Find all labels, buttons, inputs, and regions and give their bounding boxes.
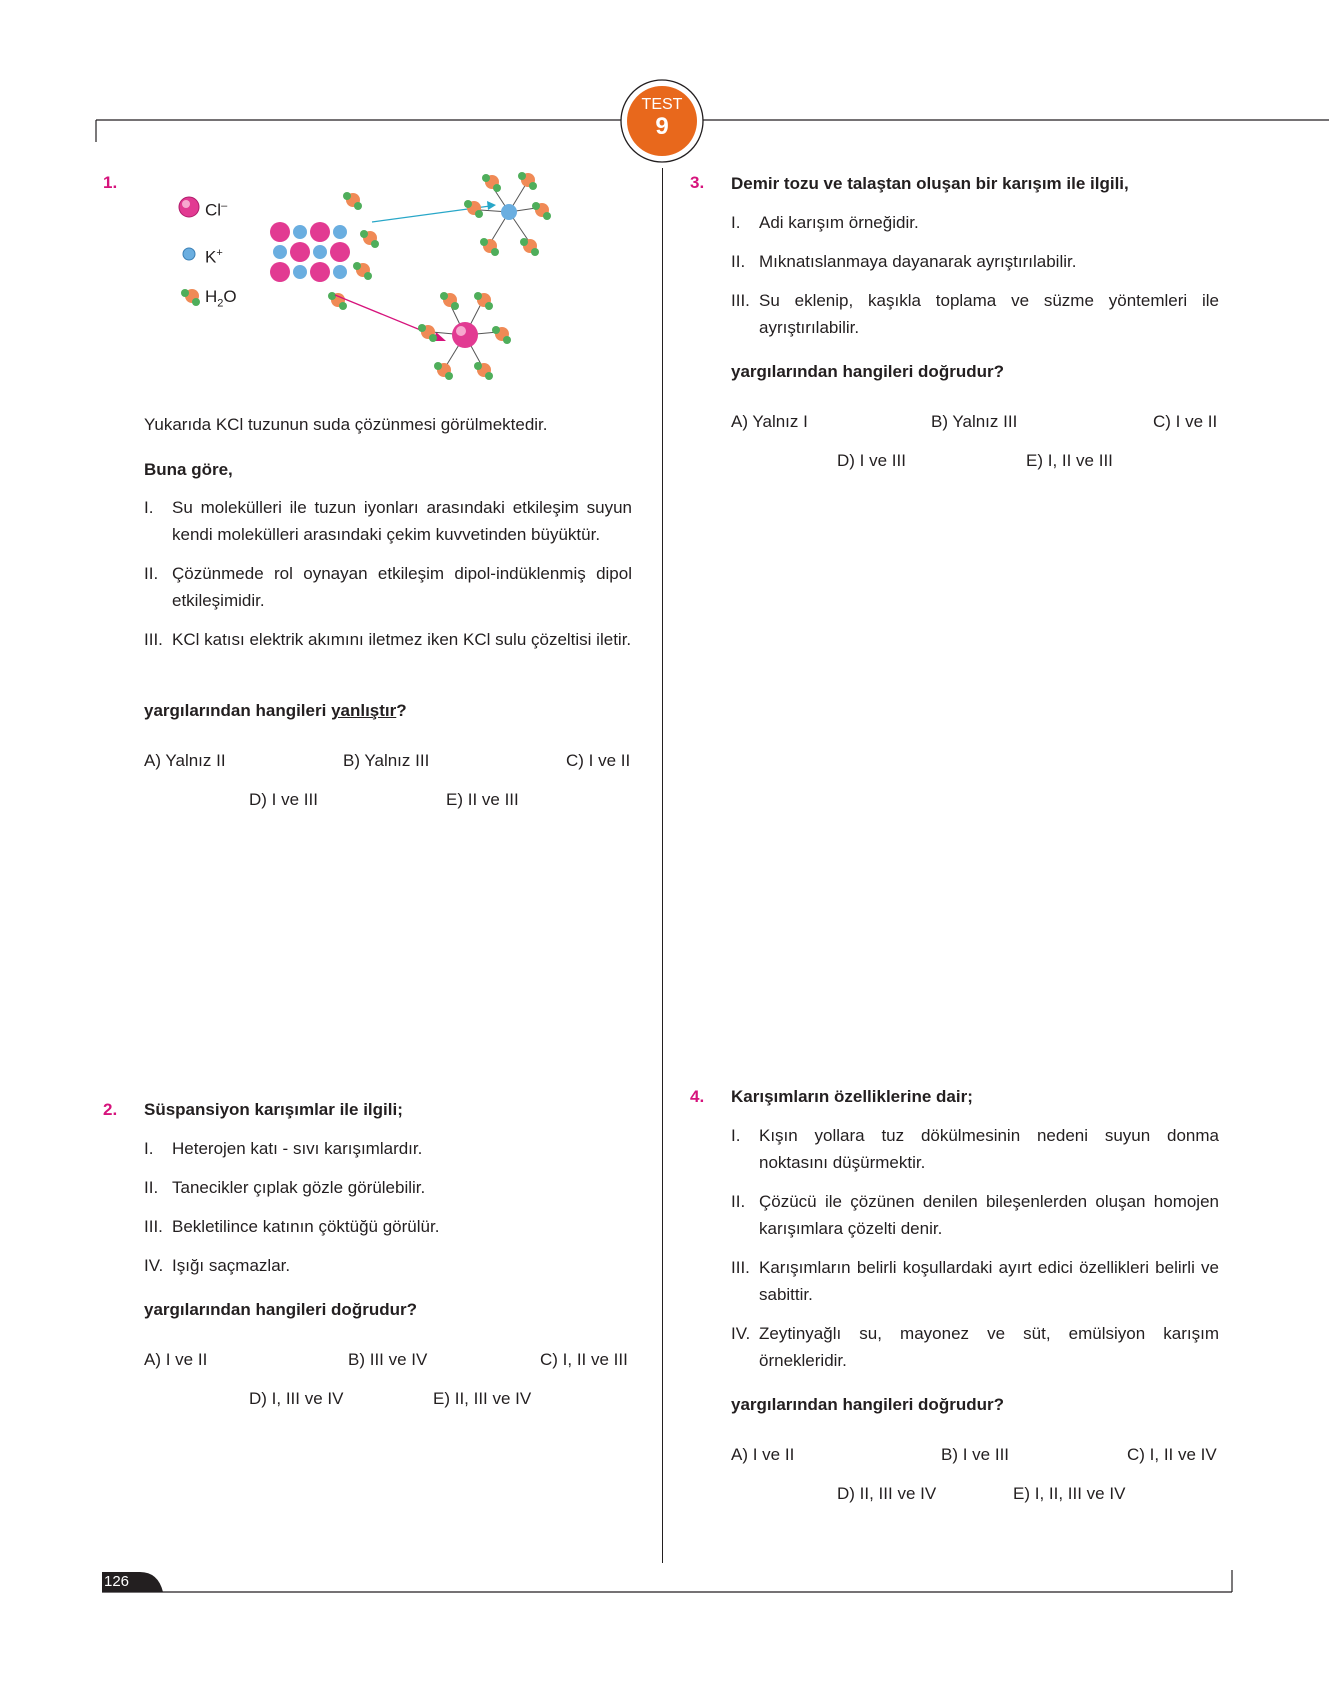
q3-item-3: III. Su eklenip, kaşıkla toplama ve süzme yöntemleri ile ayrıştırılabilir. (731, 291, 1219, 337)
footer-frame (0, 1560, 1329, 1600)
q3-option-c[interactable]: C) I ve II (1153, 412, 1218, 431)
page-number: 126 (104, 1573, 130, 1590)
q4-item-1: I. Kışın yollara tuz dökülmesinin nedeni suyun donma noktasını düşürmektir. (731, 1126, 1219, 1172)
test-number: 9 (655, 113, 669, 140)
q2-option-e[interactable]: E) II, III ve IV (433, 1389, 532, 1408)
q2-option-a[interactable]: A) I ve II (144, 1350, 208, 1369)
q1-option-e[interactable]: E) II ve III (446, 790, 519, 809)
k-ion-icon (183, 248, 195, 260)
kcl-crystal-lattice (270, 222, 350, 282)
q4-option-d[interactable]: D) II, III ve IV (837, 1484, 937, 1503)
legend-h2o: $H_2O$ (205, 287, 237, 310)
q1-option-c[interactable]: C) I ve II (566, 751, 631, 770)
q1-lead: Buna göre, (144, 460, 233, 479)
column-divider (662, 168, 663, 1563)
cl-ion-icon (179, 197, 199, 217)
q4-option-c[interactable]: C) I, II ve IV (1127, 1445, 1217, 1464)
q1-number: 1. (103, 173, 118, 192)
hydrated-cl-ion (418, 292, 511, 380)
q4-item-4: IV. Zeytinyağlı su, mayonez ve süt, emülsiyon karışım örnekleridir. (731, 1324, 1219, 1370)
q1-option-d[interactable]: D) I ve III (249, 790, 318, 809)
q2-number: 2. (103, 1100, 118, 1119)
q4-number: 4. (690, 1087, 705, 1106)
q2-option-c[interactable]: C) I, II ve III (540, 1350, 628, 1369)
q4-option-e[interactable]: E) I, II, III ve IV (1013, 1484, 1126, 1503)
q2-item-1: I. Heterojen katı - sıvı karışımlardır. (144, 1139, 423, 1158)
legend-cl: Cl– (205, 200, 228, 220)
q4-question: yargılarından hangileri doğrudur? (731, 1395, 1004, 1414)
q2-item-2: II. Tanecikler çıplak gözle görülebilir. (144, 1178, 426, 1197)
q1-option-a[interactable]: A) Yalnız II (144, 751, 226, 770)
q1-option-b[interactable]: B) Yalnız III (343, 751, 430, 770)
q3-option-b[interactable]: B) Yalnız III (931, 412, 1018, 431)
kcl-dissolution-diagram (260, 170, 600, 410)
header-frame (0, 0, 1329, 170)
q2-title: Süspansiyon karışımlar ile ilgili; (144, 1100, 403, 1119)
q3-option-d[interactable]: D) I ve III (837, 451, 906, 470)
q3-item-1: I. Adi karışım örneğidir. (731, 213, 919, 232)
q4-title: Karışımların özelliklerine dair; (731, 1087, 973, 1106)
water-molecule-icon (181, 289, 200, 306)
q3-option-e[interactable]: E) I, II ve III (1026, 451, 1113, 470)
q2-item-3: III. Bekletilince katının çöktüğü görülür. (144, 1217, 440, 1236)
q4-option-b[interactable]: B) I ve III (941, 1445, 1010, 1464)
q4-option-a[interactable]: A) I ve II (731, 1445, 795, 1464)
q4-item-2: II. Çözücü ile çözünen denilen bileşenlerden oluşan homojen karışımlara çözelti denir. (731, 1192, 1219, 1238)
q3-item-2: II. Mıknatıslanmaya dayanarak ayrıştırılabilir. (731, 252, 1077, 271)
q3-number: 3. (690, 173, 705, 192)
test-label: TEST (641, 96, 683, 113)
q1-item-1: I. Su molekülleri ile tuzun iyonları arasındaki etkileşim suyun kendi molekülleri arasındaki çekim kuvvetinden büyüktür. (144, 498, 632, 544)
q4-item-3: III. Karışımların belirli koşullardaki ayırt edici özellikleri belirli ve sabittir. (731, 1258, 1219, 1304)
q2-item-4: IV. Işığı saçmazlar. (144, 1256, 291, 1275)
legend-k: K+ (205, 247, 223, 267)
q3-title: Demir tozu ve talaştan oluşan bir karışım ile ilgili, (731, 174, 1129, 193)
q3-question: yargılarından hangileri doğrudur? (731, 362, 1004, 381)
q2-question: yargılarından hangileri doğrudur? (144, 1300, 417, 1319)
q1-item-2: II. Çözünmede rol oynayan etkileşim dipol-indüklenmiş dipol etkileşimidir. (144, 564, 632, 610)
q2-option-b[interactable]: B) III ve IV (348, 1350, 428, 1369)
q2-option-d[interactable]: D) I, III ve IV (249, 1389, 344, 1408)
q1-item-3: III. KCl katısı elektrik akımını iletmez iken KCl sulu çözeltisi iletir. (144, 630, 632, 649)
q3-option-a[interactable]: A) Yalnız I (731, 412, 808, 431)
q1-intro: Yukarıda KCl tuzunun suda çözünmesi görülmektedir. (144, 415, 548, 434)
q1-question: yargılarından hangileri yanlıştır? (144, 701, 407, 720)
hydrated-k-ion (464, 172, 551, 256)
